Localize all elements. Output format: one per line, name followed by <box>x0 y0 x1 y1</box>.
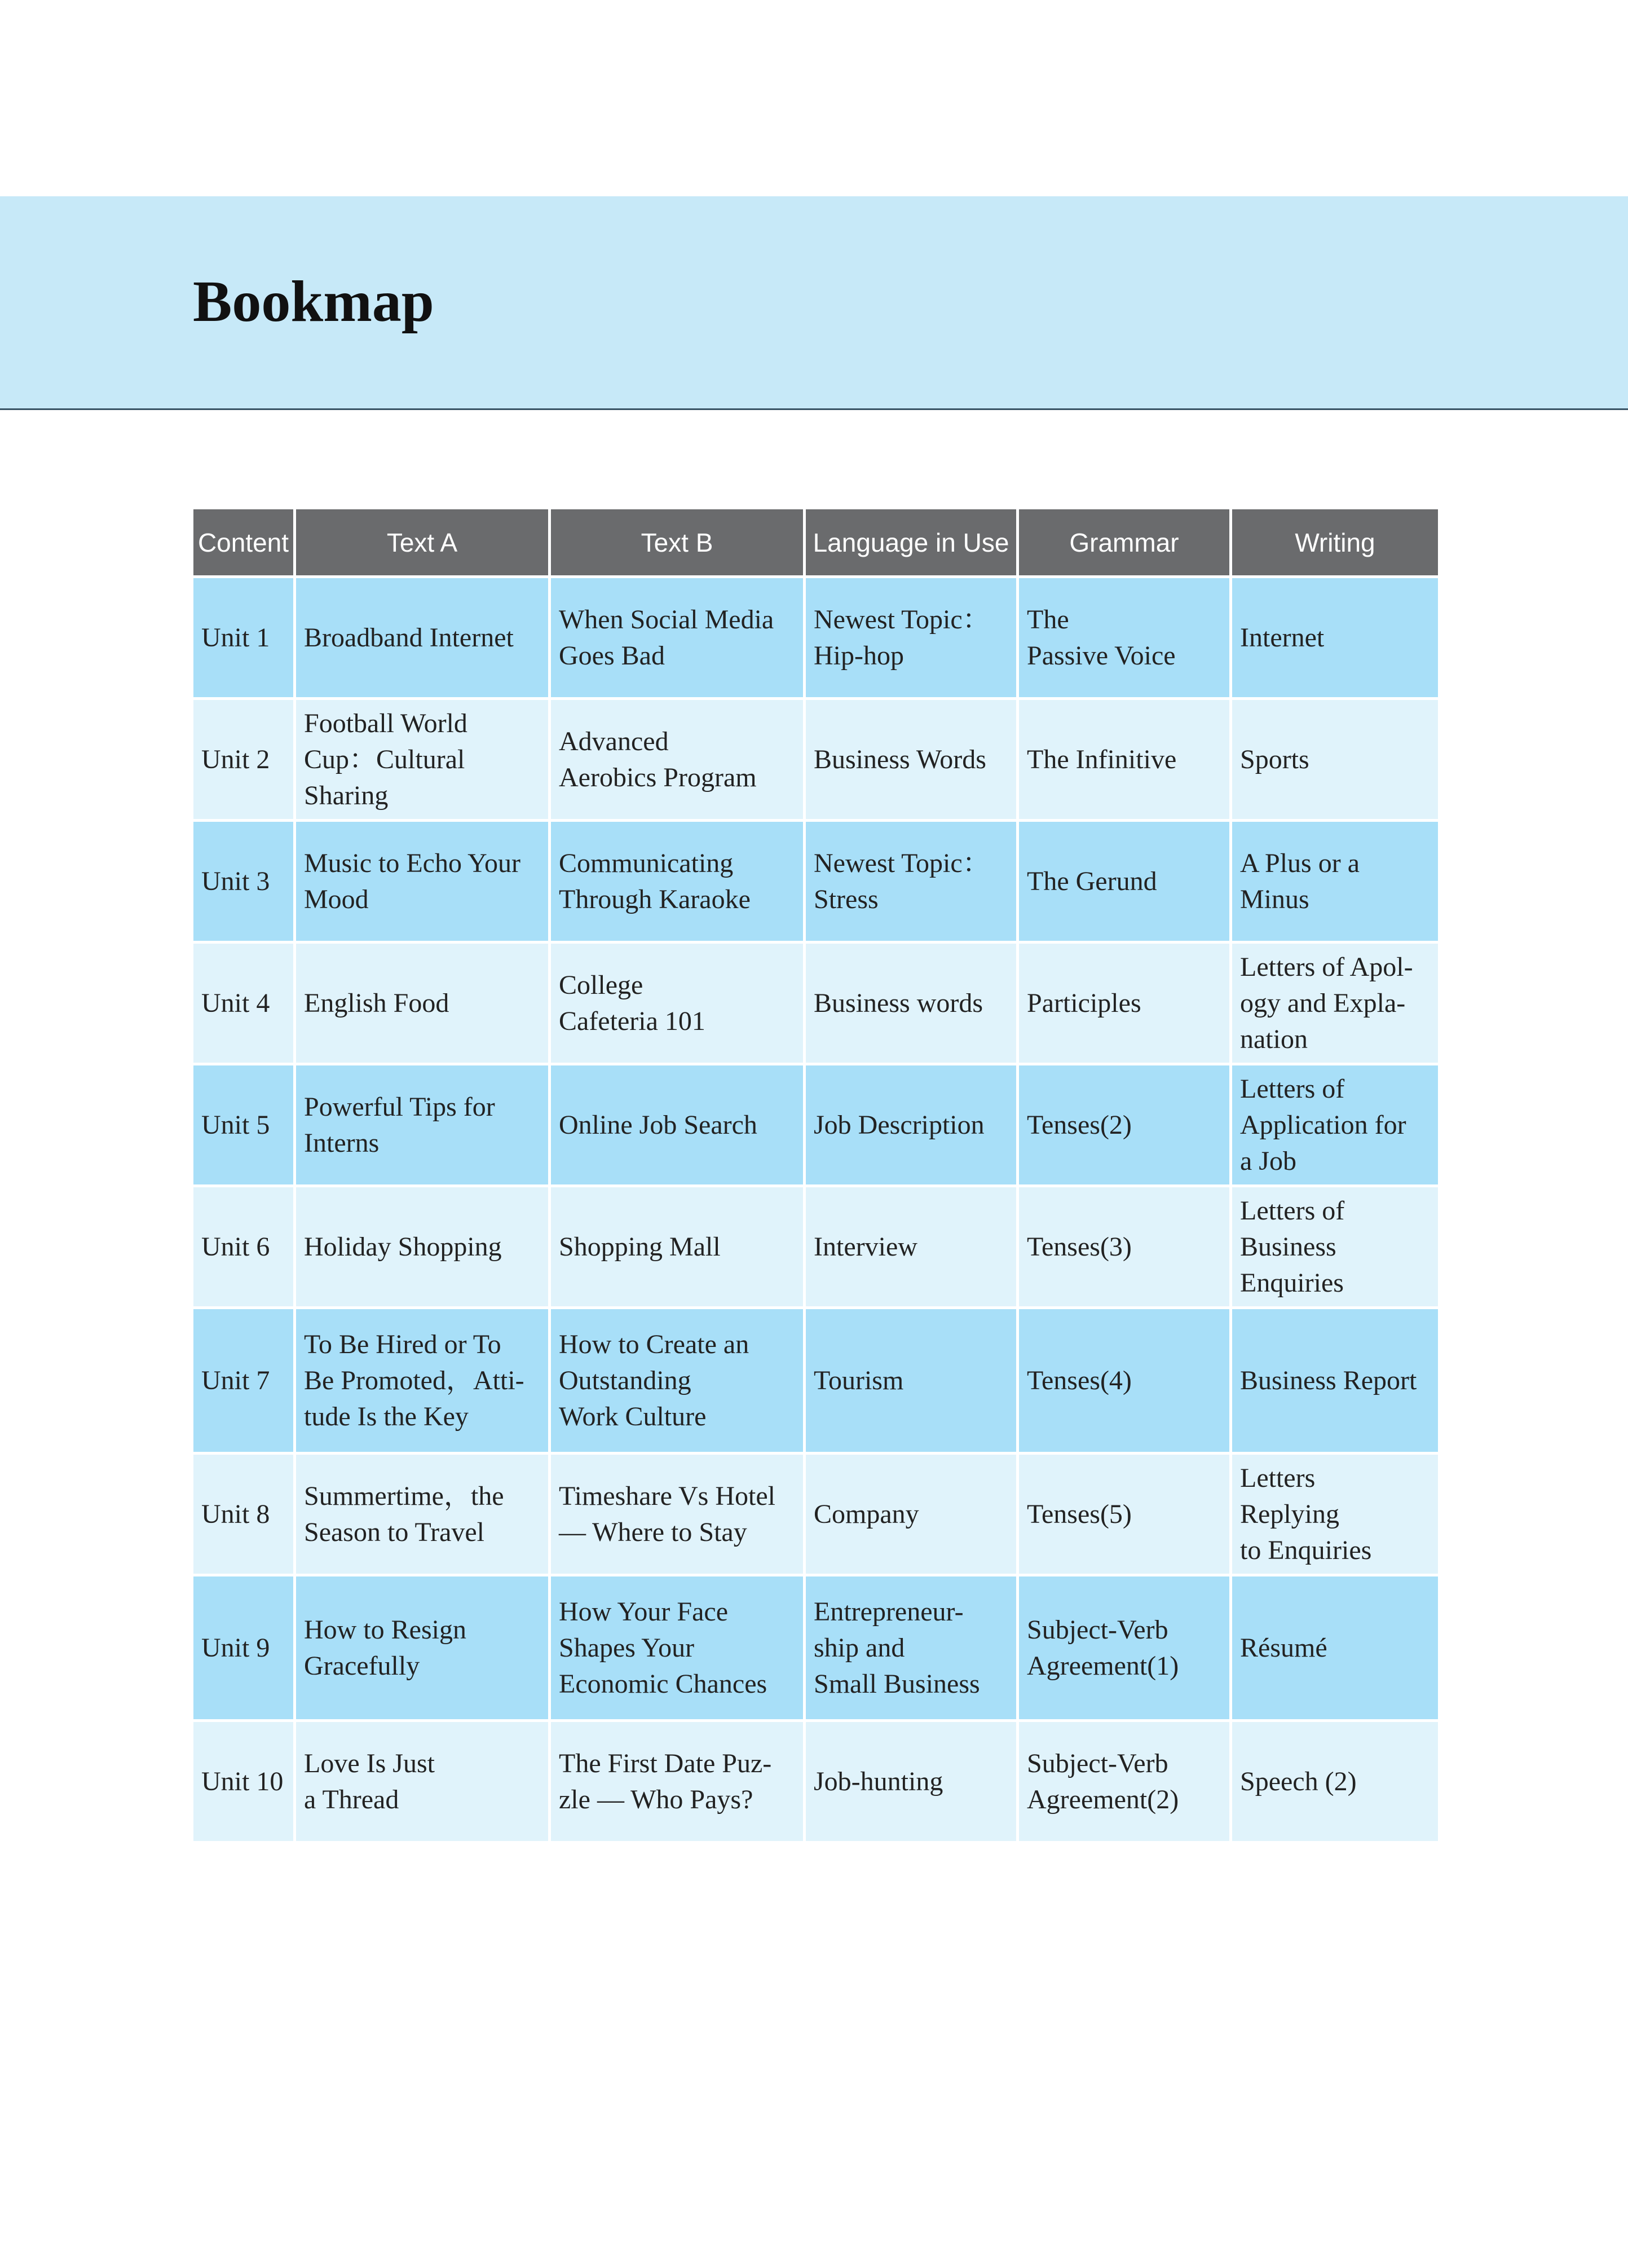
cell-line: Timeshare Vs Hotel <box>559 1481 775 1511</box>
cell-line: The <box>1027 604 1069 635</box>
text-a-cell <box>295 1186 550 1308</box>
cell-line: Love Is Just <box>304 1748 435 1778</box>
cell-line: Holiday Shopping <box>304 1231 502 1262</box>
grammar-cell <box>1018 577 1231 699</box>
cell-line: Cup：Cultural <box>304 744 465 774</box>
cell-line: Cafeteria 101 <box>559 1006 705 1036</box>
table-row <box>192 1575 1440 1721</box>
text-b-cell <box>550 943 805 1064</box>
cell-line: Goes Bad <box>559 640 665 671</box>
header-text-a: Text A <box>295 508 550 577</box>
cell-line: Résumé <box>1240 1632 1327 1663</box>
cell-line: Letters of Apol- <box>1240 952 1413 982</box>
cell-line: Powerful Tips for <box>304 1091 495 1122</box>
writing-cell <box>1231 1721 1440 1843</box>
cell-line: a Job <box>1240 1146 1296 1176</box>
cell-line: Letters <box>1240 1463 1316 1493</box>
unit-cell: Unit 5 <box>192 1064 295 1186</box>
cell-line: Hip-hop <box>814 640 904 671</box>
cell-line: Internet <box>1240 622 1325 653</box>
table-row <box>192 943 1440 1064</box>
writing-cell <box>1231 1186 1440 1308</box>
cell-line: Business words <box>814 988 983 1018</box>
text-a-cell <box>295 1721 550 1843</box>
unit-cell: Unit 8 <box>192 1454 295 1575</box>
grammar-cell <box>1018 699 1231 821</box>
text-a-cell <box>295 821 550 943</box>
language-cell <box>805 1454 1018 1575</box>
unit-cell: Unit 1 <box>192 577 295 699</box>
cell-line: Outstanding <box>559 1365 691 1395</box>
text-b-cell <box>550 699 805 821</box>
cell-line: Through Karaoke <box>559 884 751 914</box>
grammar-cell <box>1018 1308 1231 1454</box>
text-b-cell <box>550 1721 805 1843</box>
cell-line: Tenses(2) <box>1027 1109 1132 1140</box>
cell-line: Online Job Search <box>559 1109 757 1140</box>
text-a-cell <box>295 1064 550 1186</box>
unit-cell: Unit 6 <box>192 1186 295 1308</box>
text-b-cell <box>550 821 805 943</box>
header-text-b: Text B <box>550 508 805 577</box>
text-a-cell <box>295 1308 550 1454</box>
cell-line: Stress <box>814 884 879 914</box>
header-row <box>192 508 1440 577</box>
cell-line: Aerobics Program <box>559 762 757 792</box>
cell-line: College <box>559 970 643 1000</box>
cell-line: Communicating <box>559 848 734 878</box>
language-cell <box>805 1575 1018 1721</box>
cell-line: Entrepreneur- <box>814 1596 964 1627</box>
cell-line: Gracefully <box>304 1650 420 1681</box>
unit-cell: Unit 9 <box>192 1575 295 1721</box>
cell-line: Application for <box>1240 1109 1406 1140</box>
cell-line: Be Promoted，Atti- <box>304 1365 524 1395</box>
cell-line: a Thread <box>304 1784 399 1815</box>
writing-cell <box>1231 699 1440 821</box>
table-row <box>192 577 1440 699</box>
cell-line: Mood <box>304 884 369 914</box>
text-b-cell <box>550 1575 805 1721</box>
cell-line: Job-hunting <box>814 1766 943 1796</box>
cell-line: Subject-Verb <box>1027 1748 1168 1778</box>
table-row <box>192 821 1440 943</box>
cell-line: English Food <box>304 988 449 1018</box>
cell-line: Business Words <box>814 744 986 774</box>
writing-cell <box>1231 1575 1440 1721</box>
grammar-cell <box>1018 1575 1231 1721</box>
cell-line: zle — Who Pays? <box>559 1784 753 1815</box>
cell-line: When Social Media <box>559 604 774 635</box>
cell-line: to Enquiries <box>1240 1535 1372 1565</box>
grammar-cell <box>1018 1721 1231 1843</box>
grammar-cell <box>1018 1454 1231 1575</box>
table-row <box>192 1721 1440 1843</box>
language-cell <box>805 821 1018 943</box>
cell-line: Agreement(2) <box>1027 1784 1179 1815</box>
cell-line: The Infinitive <box>1027 744 1177 774</box>
cell-line: Participles <box>1027 988 1141 1018</box>
text-b-cell <box>550 1064 805 1186</box>
table-row <box>192 1454 1440 1575</box>
cell-line: Shopping Mall <box>559 1231 721 1262</box>
cell-line: The First Date Puz- <box>559 1748 772 1778</box>
writing-cell <box>1231 821 1440 943</box>
header-content: Content <box>192 508 295 577</box>
cell-line: ship and <box>814 1632 905 1663</box>
writing-cell <box>1231 577 1440 699</box>
table-row <box>192 1064 1440 1186</box>
language-cell <box>805 1186 1018 1308</box>
text-b-cell <box>550 577 805 699</box>
cell-line: Music to Echo Your <box>304 848 521 878</box>
cell-line: A Plus or a <box>1240 848 1360 878</box>
table-row <box>192 699 1440 821</box>
text-a-cell <box>295 577 550 699</box>
bookmap-table <box>191 507 1441 1844</box>
writing-cell <box>1231 1064 1440 1186</box>
table-row <box>192 1186 1440 1308</box>
cell-line: Company <box>814 1499 919 1529</box>
cell-line: Broadband Internet <box>304 622 514 653</box>
cell-line: tude Is the Key <box>304 1401 469 1432</box>
cell-line: Business Report <box>1240 1365 1417 1395</box>
page-title: Bookmap <box>193 269 434 334</box>
cell-line: Football World <box>304 708 467 738</box>
cell-line: Sports <box>1240 744 1309 774</box>
table-header <box>192 508 1440 577</box>
writing-cell <box>1231 943 1440 1064</box>
language-cell <box>805 1721 1018 1843</box>
cell-line: Small Business <box>814 1668 980 1699</box>
cell-line: Agreement(1) <box>1027 1650 1179 1681</box>
grammar-cell <box>1018 1186 1231 1308</box>
cell-line: Tenses(4) <box>1027 1365 1132 1395</box>
unit-cell: Unit 2 <box>192 699 295 821</box>
text-a-cell <box>295 1575 550 1721</box>
cell-line: Work Culture <box>559 1401 707 1432</box>
cell-line: Economic Chances <box>559 1668 767 1699</box>
language-cell <box>805 1308 1018 1454</box>
cell-line: Speech (2) <box>1240 1766 1357 1796</box>
grammar-cell <box>1018 821 1231 943</box>
language-cell <box>805 943 1018 1064</box>
cell-line: The Gerund <box>1027 866 1157 896</box>
grammar-cell <box>1018 1064 1231 1186</box>
cell-line: Subject-Verb <box>1027 1614 1168 1645</box>
cell-line: Season to Travel <box>304 1517 485 1547</box>
unit-cell: Unit 7 <box>192 1308 295 1454</box>
cell-line: nation <box>1240 1024 1308 1054</box>
cell-line: Letters of <box>1240 1195 1345 1226</box>
text-a-cell <box>295 699 550 821</box>
cell-line: How to Resign <box>304 1614 466 1645</box>
cell-line: To Be Hired or To <box>304 1329 501 1359</box>
table-row <box>192 1308 1440 1454</box>
cell-line: Newest Topic： <box>814 848 990 878</box>
cell-line: ogy and Expla- <box>1240 988 1406 1018</box>
cell-line: Sharing <box>304 780 389 811</box>
unit-cell: Unit 3 <box>192 821 295 943</box>
cell-line: Summertime，the <box>304 1481 504 1511</box>
cell-line: Job Description <box>814 1109 985 1140</box>
cell-line: Interns <box>304 1128 380 1158</box>
cell-line: Newest Topic： <box>814 604 990 635</box>
text-b-cell <box>550 1186 805 1308</box>
language-cell <box>805 1064 1018 1186</box>
text-b-cell <box>550 1454 805 1575</box>
grammar-cell <box>1018 943 1231 1064</box>
cell-line: How to Create an <box>559 1329 749 1359</box>
header-language-in-use: Language in Use <box>805 508 1018 577</box>
cell-line: Business <box>1240 1231 1336 1262</box>
header-grammar: Grammar <box>1018 508 1231 577</box>
cell-line: Minus <box>1240 884 1309 914</box>
cell-line: Tenses(5) <box>1027 1499 1132 1529</box>
cell-line: Replying <box>1240 1499 1339 1529</box>
cell-line: Interview <box>814 1231 917 1262</box>
language-cell <box>805 577 1018 699</box>
unit-cell: Unit 10 <box>192 1721 295 1843</box>
cell-line: Letters of <box>1240 1073 1345 1104</box>
cell-line: Advanced <box>559 726 669 756</box>
cell-line: Passive Voice <box>1027 640 1176 671</box>
cell-line: Tourism <box>814 1365 904 1395</box>
text-a-cell <box>295 1454 550 1575</box>
header-writing: Writing <box>1231 508 1440 577</box>
text-b-cell <box>550 1308 805 1454</box>
writing-cell <box>1231 1308 1440 1454</box>
cell-line: Enquiries <box>1240 1267 1344 1298</box>
cell-line: Shapes Your <box>559 1632 695 1663</box>
unit-cell: Unit 4 <box>192 943 295 1064</box>
table-body <box>192 577 1440 1843</box>
text-a-cell <box>295 943 550 1064</box>
writing-cell <box>1231 1454 1440 1575</box>
cell-line: Tenses(3) <box>1027 1231 1132 1262</box>
cell-line: — Where to Stay <box>559 1517 747 1547</box>
cell-line: How Your Face <box>559 1596 728 1627</box>
language-cell <box>805 699 1018 821</box>
